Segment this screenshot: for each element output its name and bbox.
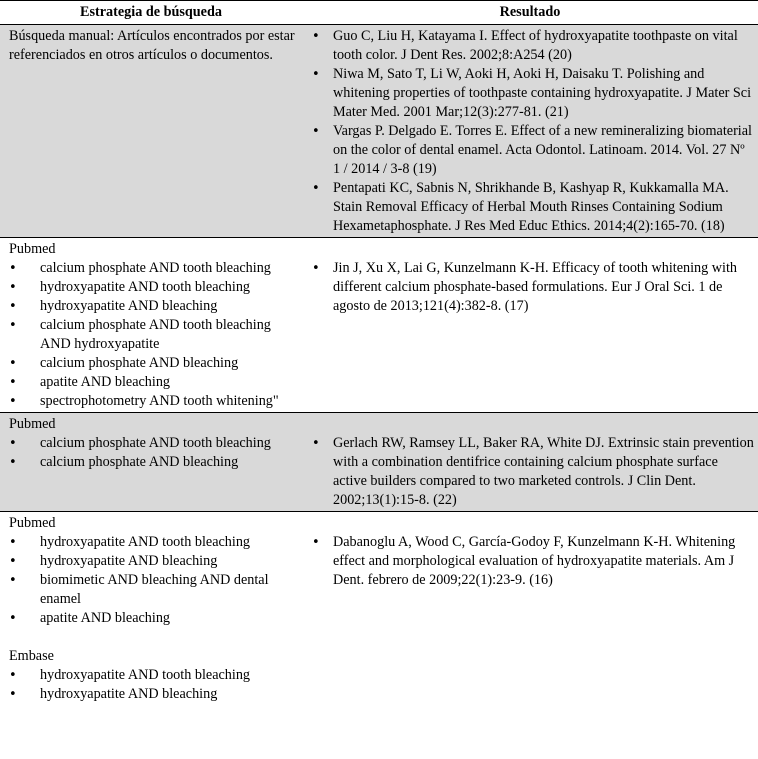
table-row: [0, 512, 758, 706]
table-row: [0, 25, 758, 238]
search-terms-list: [9, 666, 298, 704]
header-strategy: Estrategia de búsqueda: [0, 1, 302, 25]
table-body: [0, 25, 758, 706]
search-term: • calcium phosphate AND tooth bleaching AND hydroxyapatite: [9, 316, 298, 354]
strategy-cell: [0, 25, 302, 238]
search-term: • biomimetic AND bleaching AND dental enamel: [9, 571, 298, 609]
search-term: • hydroxyapatite AND tooth bleaching: [9, 666, 298, 685]
search-term: • hydroxyapatite AND bleaching: [9, 685, 298, 704]
search-terms-list: [9, 259, 298, 411]
strategy-cell: [0, 413, 302, 512]
search-term: • apatite AND bleaching: [9, 373, 298, 392]
search-term: • hydroxyapatite AND tooth bleaching: [9, 533, 298, 552]
reference-item: • Gerlach RW, Ramsey LL, Baker RA, White DJ. Extrinsic stain prevention with a combination dentifrice containing calcium phosphate surface active builders compared to two marketed controls. J Clin Dent. 2002;13(1):15-8. (22): [312, 434, 754, 510]
table-row: [0, 238, 758, 413]
group-spacer: [9, 628, 298, 647]
reference-item: • Guo C, Liu H, Katayama I. Effect of hydroxyapatite toothpaste on vital tooth color. J Dent Res. 2002;8:A254 (20): [312, 27, 754, 65]
search-terms-list: [9, 434, 298, 472]
references-list: [312, 27, 754, 236]
database-label: Pubmed: [9, 515, 56, 531]
table-row: [0, 413, 758, 512]
header-result: Resultado: [302, 1, 758, 25]
database-label: Pubmed: [9, 241, 56, 257]
strategy-cell: [0, 238, 302, 413]
reference-item: • Pentapati KC, Sabnis N, Shrikhande B, Kashyap R, Kukkamalla MA. Stain Removal Efficacy of Herbal Mouth Rinses Containing Sodium Hexametaphosphate. J Res Med Educ Ethics. 2014;4(2):165-70. (18): [312, 179, 754, 236]
search-term: • apatite AND bleaching: [9, 609, 298, 628]
references-list: [312, 259, 754, 316]
database-label: Embase: [9, 648, 54, 664]
search-term: • hydroxyapatite AND bleaching: [9, 552, 298, 571]
reference-item: • Dabanoglu A, Wood C, García-Godoy F, Kunzelmann K-H. Whitening effect and morphological evaluation of hydroxyapatite materials. Am J Dent. febrero de 2009;22(1):23-9. (16): [312, 533, 754, 590]
reference-item: • Vargas P. Delgado E. Torres E. Effect of a new remineralizing biomaterial on the color of dental enamel. Acta Odontol. Latinoam. 2014. Vol. 27 Nº 1 / 2014 / 3-8 (19): [312, 122, 754, 179]
search-terms-list: [9, 533, 298, 628]
search-term: • hydroxyapatite AND tooth bleaching: [9, 278, 298, 297]
search-term: • calcium phosphate AND bleaching: [9, 354, 298, 373]
search-term: • spectrophotometry AND tooth whitening": [9, 392, 298, 411]
search-term: • hydroxyapatite AND bleaching: [9, 297, 298, 316]
result-cell: [302, 512, 758, 706]
reference-item: • Niwa M, Sato T, Li W, Aoki H, Aoki H, Daisaku T. Polishing and whitening properties of toothpaste containing hydroxyapatite. J Mater Sci Mater Med. 2001 Mar;12(3):277-81. (21): [312, 65, 754, 122]
reference-item: • Jin J, Xu X, Lai G, Kunzelmann K-H. Efficacy of tooth whitening with different calcium phosphate-based formulations. Eur J Oral Sci. 1 de agosto de 2013;121(4):382-8. (17): [312, 259, 754, 316]
references-list: [312, 434, 754, 510]
result-cell: [302, 238, 758, 413]
result-cell: [302, 25, 758, 238]
table-header-row: [0, 1, 758, 25]
strategy-cell: [0, 512, 302, 706]
database-label: Pubmed: [9, 416, 56, 432]
search-term: • calcium phosphate AND tooth bleaching: [9, 434, 298, 453]
search-term: • calcium phosphate AND tooth bleaching: [9, 259, 298, 278]
search-term: • calcium phosphate AND bleaching: [9, 453, 298, 472]
database-label: Búsqueda manual: Artículos encontrados por estar referenciados en otros artículos o documentos.: [9, 28, 295, 63]
references-list: [312, 533, 754, 590]
result-cell: [302, 413, 758, 512]
